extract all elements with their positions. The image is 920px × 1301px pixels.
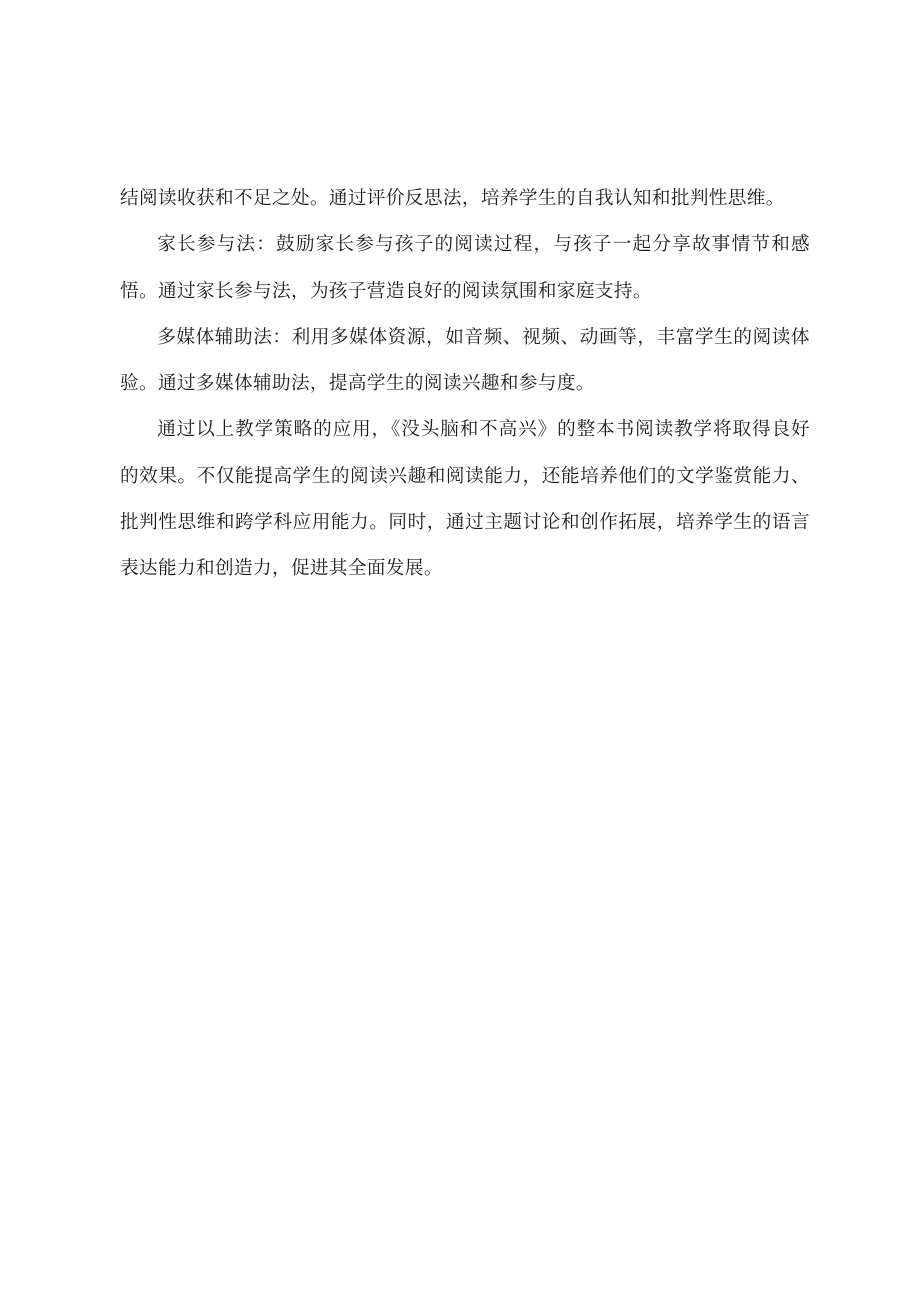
paragraph-parent-participation: 家长参与法：鼓励家长参与孩子的阅读过程，与孩子一起分享故事情节和感悟。通过家长参与法，为孩子营造良好的阅读氛围和家庭支持。 — [120, 234, 810, 302]
paragraph-continuation: 结阅读收获和不足之处。通过评价反思法，培养学生的自我认知和批判性思维。 — [120, 188, 785, 209]
paragraph-conclusion: 通过以上教学策略的应用，《没头脑和不高兴》的整本书阅读教学将取得良好的效果。不仅能提高学生的阅读兴趣和阅读能力，还能培养他们的文学鉴赏能力、批判性思维和跨学科应用能力。同时，通过主题讨论和创作拓展，培养学生的语言表达能力和创造力，促进其全面发展。 — [120, 419, 810, 580]
document-body — [120, 176, 810, 593]
paragraph-multimedia-assist: 多媒体辅助法：利用多媒体资源，如音频、视频、动画等，丰富学生的阅读体验。通过多媒体辅助法，提高学生的阅读兴趣和参与度。 — [120, 326, 810, 395]
